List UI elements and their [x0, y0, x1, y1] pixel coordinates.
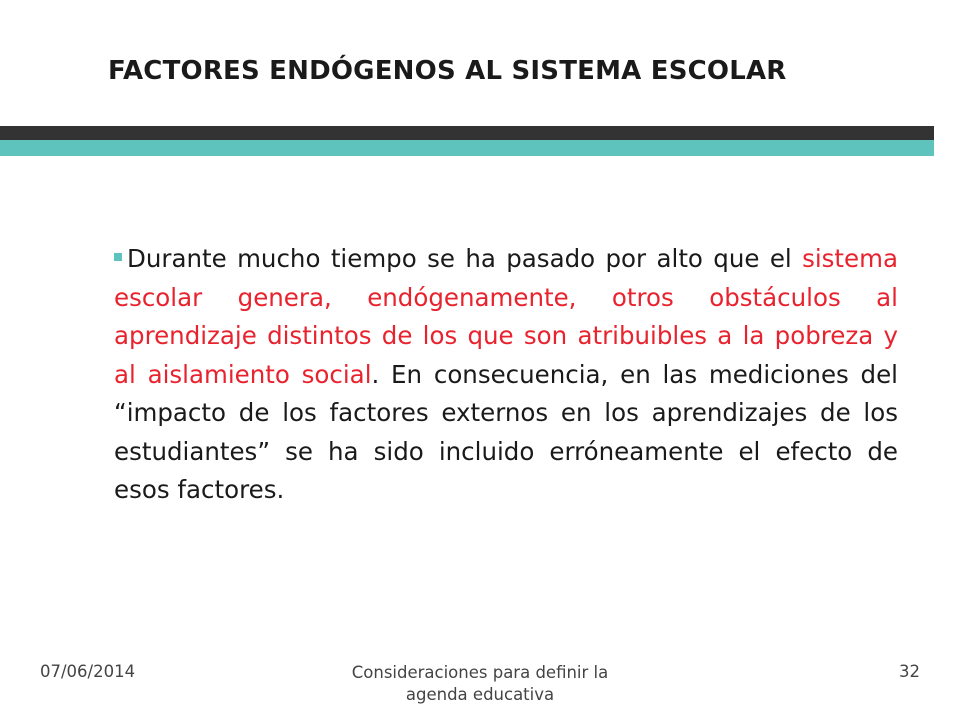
slide-title: FACTORES ENDÓGENOS AL SISTEMA ESCOLAR	[108, 56, 787, 86]
footer-caption-line2: agenda educativa	[405, 685, 555, 704]
square-bullet-icon	[114, 253, 122, 261]
body-text-part2: . En consecuencia, en las mediciones del “impacto de los factores externos en los aprendizajes de los estudiantes” se ha sido incluido erróneamente el efecto de esos factores.	[114, 359, 898, 504]
footer-caption	[300, 662, 660, 706]
footer-caption-line1: Consideraciones para definir la	[351, 663, 609, 682]
footer-page-number: 32	[899, 662, 920, 681]
body-text-highlight: sistema escolar genera, endógenamente, otros obstáculos al aprendizaje distintos de los que son atribuibles a la pobreza y al aislamiento social	[114, 244, 898, 389]
body-text-part1: Durante mucho tiempo se ha pasado por alto que el	[127, 244, 803, 273]
title-divider-teal	[0, 140, 934, 156]
slide-body-paragraph	[114, 240, 898, 510]
title-divider-dark	[0, 126, 934, 140]
footer-date: 07/06/2014	[40, 662, 136, 681]
